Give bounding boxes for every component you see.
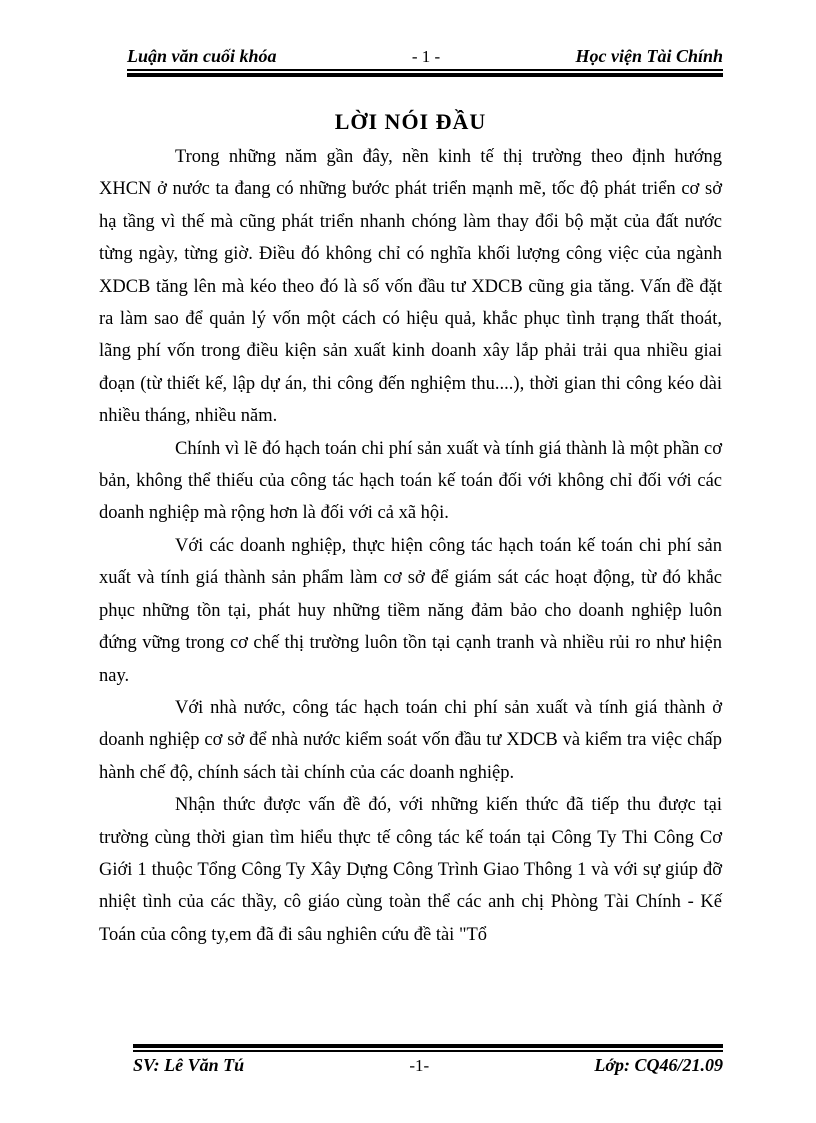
footer-page-number: -1- xyxy=(409,1056,430,1075)
footer-divider-rule xyxy=(133,1044,723,1052)
header-right-text: Học viện Tài Chính xyxy=(575,46,723,66)
paragraph: Trong những năm gần đây, nền kinh tế thị trường theo định hướng XHCN ở nước ta đang có những bước phát triển mạnh mẽ, tốc độ phát triển cơ sở hạ tầng vì thế mà cũng phát triển nhanh chóng làm thay đổi bộ mặt của đất nước từng ngày, từng giờ. Điều đó không chỉ có nghĩa khối lượng công việc của ngành XDCB tăng lên mà kéo theo đó là số vốn đầu tư XDCB cũng gia tăng. Vấn đề đặt ra làm sao để quản lý vốn một cách có hiệu quả, khắc phục tình trạng thất thoát, lãng phí vốn trong điều kiện sản xuất kinh doanh xây lắp phải trải qua nhiều giai đoạn (từ thiết kế, lập dự án, thi công đến nghiệm thu....), thời gian thi công kéo dài nhiều tháng, nhiều năm. xyxy=(99,147,722,427)
header-divider-rule xyxy=(127,69,723,77)
page-header xyxy=(127,44,723,69)
page-title: LỜI NÓI ĐẦU xyxy=(334,109,487,134)
header-rule-thick-line xyxy=(127,73,723,77)
footer-student-name: SV: Lê Văn Tú xyxy=(133,1055,245,1075)
paragraph: Với các doanh nghiệp, thực hiện công tác hạch toán kế toán chi phí sản xuất và tính giá thành sản phẩm làm cơ sở để giám sát các hoạt động, từ đó khắc phục những tồn tại, phát huy những tiềm năng đảm bảo cho doanh nghiệp luôn đứng vững trong cơ chế thị trường luôn tồn tại cạnh tranh và nhiều rủi ro như hiện nay. xyxy=(99,535,722,686)
paragraph: Chính vì lẽ đó hạch toán chi phí sản xuất và tính giá thành là một phần cơ bản, không thể thiếu của công tác hạch toán kế toán đối với không chỉ đối với các doanh nghiệp mà rộng hơn là đối với cả xã hội. xyxy=(99,438,722,524)
paragraph: Với nhà nước, công tác hạch toán chi phí sản xuất và tính giá thành ở doanh nghiệp cơ sở để nhà nước kiểm soát vốn đầu tư XDCB và kiểm tra việc chấp hành chế độ, chính sách tài chính của các doanh nghiệp. xyxy=(99,697,722,783)
footer-class-label: Lớp: CQ46/21.09 xyxy=(594,1055,723,1075)
page-footer xyxy=(133,1053,723,1078)
header-left-text: Luận văn cuối khóa xyxy=(127,46,277,66)
paragraph: Nhận thức được vấn đề đó, với những kiến thức đã tiếp thu được tại trường cùng thời gian tìm hiểu thực tế công tác kế toán tại Công Ty Thi Công Cơ Giới 1 thuộc Tổng Công Ty Xây Dựng Công Trình Giao Thông 1 và với sự giúp đỡ nhiệt tình của các thầy, cô giáo cùng toàn thể các anh chị Phòng Tài Chính - Kế Toán của công ty,em đã đi sâu nghiên cứu đề tài "Tổ xyxy=(99,795,722,945)
document-body xyxy=(99,141,722,951)
header-page-number: - 1 - xyxy=(411,47,441,66)
footer-rule-thin-line xyxy=(133,1050,723,1052)
